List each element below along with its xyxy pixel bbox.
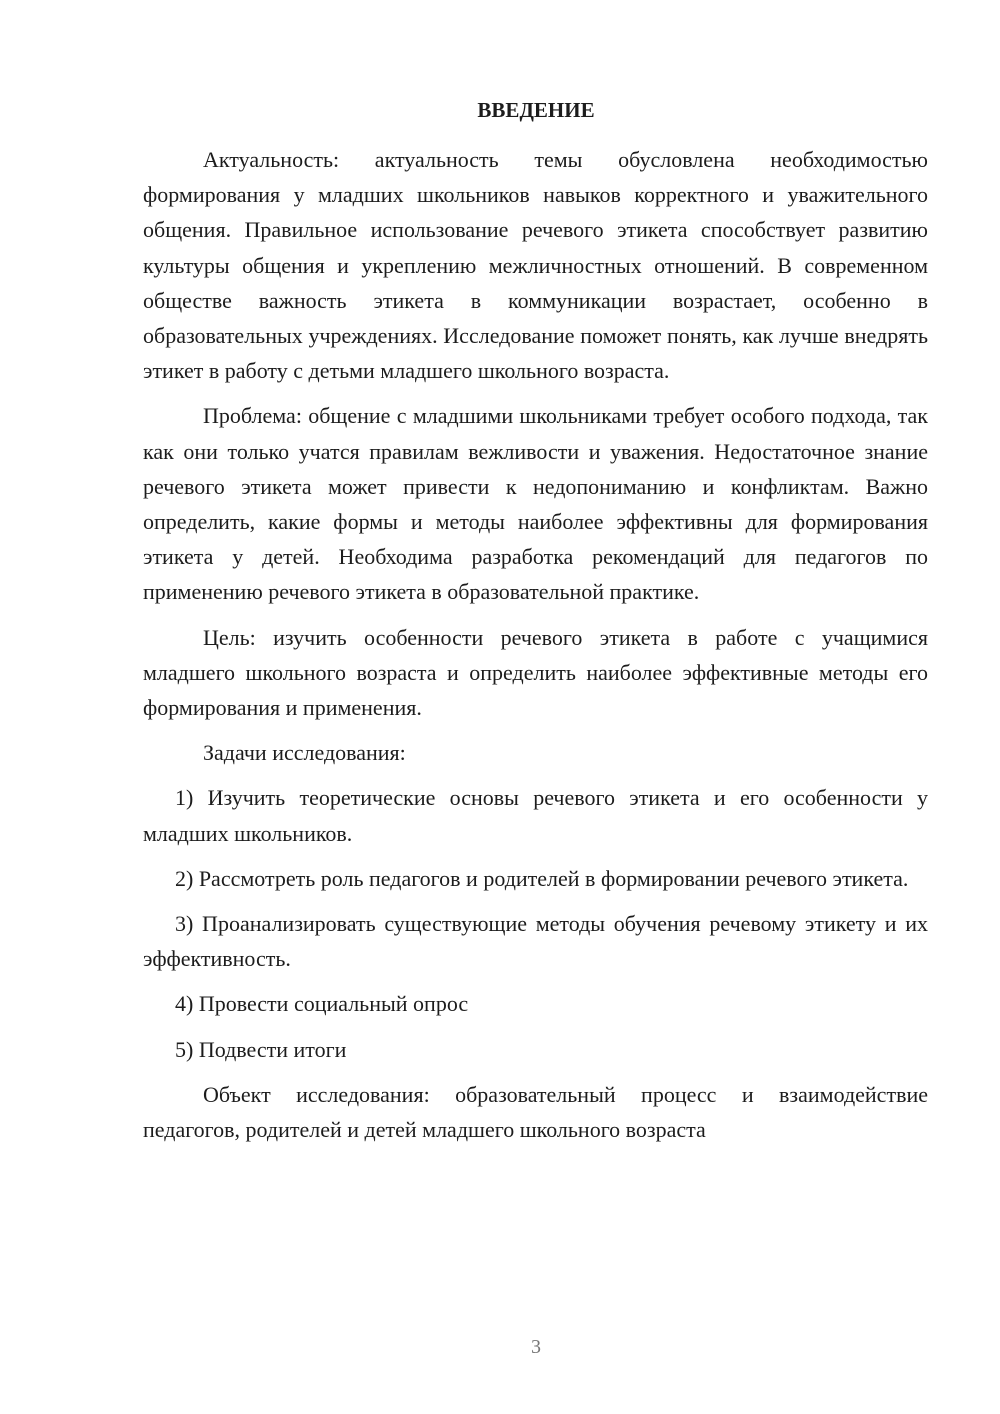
document-body — [143, 142, 928, 1157]
page-title: ВВЕДЕНИЕ — [477, 98, 595, 122]
task-item: 4) Провести социальный опрос — [175, 991, 469, 1017]
task-item: 1) Изучить теоретические основы речевого этикета и его особенности у младших школьников. — [143, 785, 928, 846]
task-item: 2) Рассмотреть роль педагогов и родителей в формировании речевого этикета. — [175, 865, 909, 891]
tasks-heading: Задачи исследования: — [203, 740, 406, 766]
problem-paragraph: Проблема: общение с младшими школьниками требует особого подхода, так как они только учатся правилам вежливости и уважения. Недостаточное знание речевого этикета может привести к недопониманию и конфликтам. Важно определить, какие формы и методы наиболее эффективны для формирования этикета у детей. Необходима разработка рекомендаций для педагогов по применению речевого этикета в образовательной практике. — [143, 403, 928, 605]
page-number: 3 — [531, 1336, 541, 1358]
object-paragraph: Объект исследования: образовательный процесс и взаимодействие педагогов, родителей и детей младшего школьного возраста — [143, 1081, 928, 1143]
goal-paragraph: Цель: изучить особенности речевого этикета в работе с учащимися младшего школьного возраста и определить наиболее эффективные методы его формирования и применения. — [143, 624, 928, 721]
task-item: 5) Подвести итоги — [175, 1036, 347, 1062]
task-item: 3) Проанализировать существующие методы обучения речевому этикету и их эффективность. — [143, 911, 928, 972]
relevance-paragraph: Актуальность: актуальность темы обусловлена необходимостью формирования у младших школьников навыков корректного и уважительного общения. Правильное использование речевого этикета способствует развитию культуры общения и укреплению межличностных отношений. В современном обществе важность этикета в коммуникации возрастает, особенно в образовательных учреждениях. Исследование поможет понять, как лучше внедрять этикет в работу с детьми младшего школьного возраста. — [143, 147, 928, 384]
